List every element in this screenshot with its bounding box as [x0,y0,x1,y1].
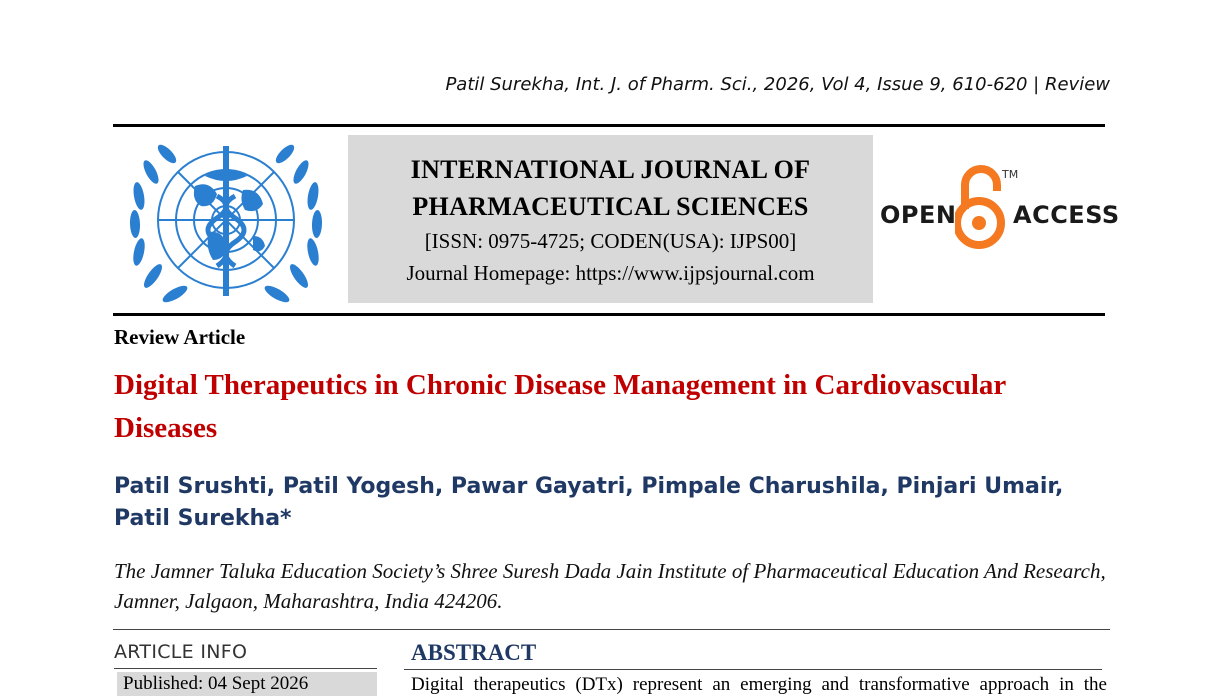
author-affiliation: The Jamner Taluka Education Society’s Shree Suresh Dada Jain Institute of Pharmaceutical Education And Research, Jamner, Jalgaon, Maharashtra, India 424206. [114,559,1106,613]
journal-masthead [348,135,873,303]
abstract-rule [404,669,1102,670]
abstract-text: Digital therapeutics (DTx) represent an emerging and transformative approach in the [411,674,1107,695]
section-divider [113,629,1110,630]
header-rule-bottom [113,313,1105,316]
laurel-left [130,142,190,305]
trademark-mark: TM [1002,168,1019,181]
published-date: Published: 04 Sept 2026 [117,672,377,696]
journal-homepage[interactable]: Journal Homepage: https://www.ijpsjournal.com [406,261,815,285]
journal-emblem-icon [125,136,327,308]
open-access-open-text: OPEN [880,201,957,229]
laurel-right [262,142,322,305]
open-access-access-text: ACCESS [1013,201,1120,229]
journal-title-line1: INTERNATIONAL JOURNAL OF [410,155,811,184]
header-rule-top [113,124,1105,127]
article-info-rule [114,668,377,669]
running-head: Patil Surekha, Int. J. of Pharm. Sci., 2026, Vol 4, Issue 9, 610-620 | Review [445,74,1110,95]
article-type: Review Article [114,325,246,349]
article-title: Digital Therapeutics in Chronic Disease Management in Cardiovascular Diseases [114,369,1006,444]
author-list: Patil Srushti, Patil Yogesh, Pawar Gayatri, Pimpale Charushila, Pinjari Umair, Patil Surekha* [114,474,1064,531]
journal-issn: [ISSN: 0975-4725; CODEN(USA): IJPS00] [424,229,797,253]
journal-title-line2: PHARMACEUTICAL SCIENCES [412,192,809,221]
abstract-heading: ABSTRACT [411,640,537,665]
open-access-logo [880,165,1120,255]
article-info-heading: ARTICLE INFO [114,641,248,663]
